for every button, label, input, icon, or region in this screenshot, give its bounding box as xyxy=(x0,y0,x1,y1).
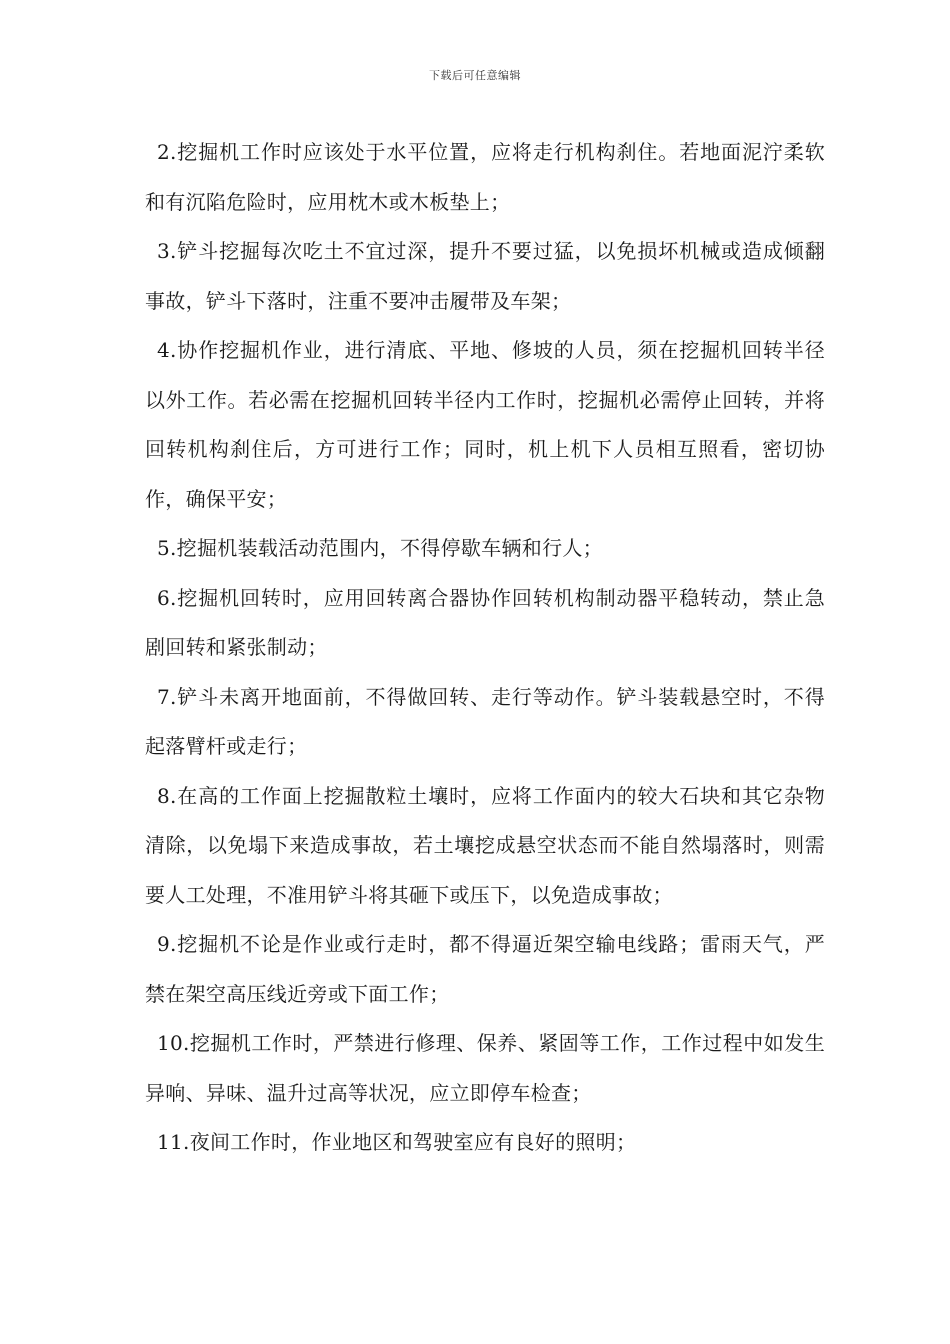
paragraph-item-11: 11.夜间工作时，作业地区和驾驶室应有良好的照明； xyxy=(157,1130,637,1154)
paragraph-item-3: 3.铲斗挖掘每次吃土不宜过深，提升不要过猛，以免损坏机械或造成倾翻事故，铲斗下落时，注重不要冲击履带及车架； xyxy=(145,239,825,313)
paragraph-item-4: 4.协作挖掘机作业，进行清底、平地、修坡的人员，须在挖掘机回转半径以外工作。若必需在挖掘机回转半径内工作时，挖掘机必需停止回转，并将回转机构刹住后，方可进行工作；同时，机上机下人员相互照看，密切协作，确保平安； xyxy=(145,338,825,511)
paragraph-item-9: 9.挖掘机不论是作业或行走时，都不得逼近架空输电线路；雷雨天气，严禁在架空高压线近旁或下面工作； xyxy=(145,932,825,1006)
header-note: 下载后可任意编辑 xyxy=(429,69,521,82)
paragraph-item-8: 8.在高的工作面上挖掘散粒土壤时，应将工作面内的较大石块和其它杂物清除，以免塌下来造成事故，若土壤挖成悬空状态而不能自然塌落时，则需要人工处理，不准用铲斗将其砸下或压下，以免造成事故； xyxy=(145,783,825,907)
paragraph-item-6: 6.挖掘机回转时，应用回转离合器协作回转机构制动器平稳转动，禁止急剧回转和紧张制动； xyxy=(145,585,825,659)
paragraph-item-7: 7.铲斗未离开地面前，不得做回转、走行等动作。铲斗装载悬空时，不得起落臂杆或走行； xyxy=(145,684,825,758)
paragraph-item-10: 10.挖掘机工作时，严禁进行修理、保养、紧固等工作，工作过程中如发生异响、异味、温升过高等状况，应立即停车检查； xyxy=(145,1031,825,1105)
paragraph-item-5: 5.挖掘机装载活动范围内，不得停歇车辆和行人； xyxy=(157,536,603,560)
paragraph-item-2: 2.挖掘机工作时应该处于水平位置，应将走行机构刹住。若地面泥泞柔软和有沉陷危险时，应用枕木或木板垫上； xyxy=(145,140,825,214)
body-text xyxy=(145,128,825,1168)
